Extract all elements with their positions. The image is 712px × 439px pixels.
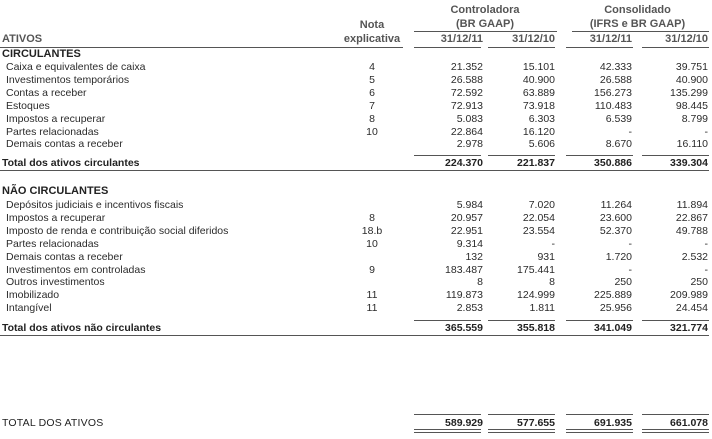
grand-total-rule-top [488,414,555,415]
total-value: 365.559 [445,322,483,334]
date-header-c2: 31/12/10 [512,33,555,45]
subtotal-rule [414,320,481,321]
row-value: 72.592 [450,86,483,99]
grand-total-rule-bottom-2 [642,432,709,433]
total-label: Total dos ativos não circulantes [2,322,162,334]
total-value: 355.818 [517,322,555,334]
total-value: 339.304 [670,157,708,169]
row-value: 20.957 [450,211,483,224]
header-underline-c1 [414,47,481,48]
nota-header-line2: explicativa [343,33,401,45]
row-value: 183.487 [445,263,483,276]
row-value: 11.264 [600,199,632,211]
row-value: - [551,237,555,250]
row-value: 40.900 [675,73,708,86]
row-value: 24.454 [675,302,708,315]
row-label: Intangível [6,302,52,315]
row-label: Estoques [6,99,50,112]
row-value: 22.054 [522,211,555,224]
row-note: 4 [369,61,375,73]
row-value: 8 [549,276,555,289]
total-underline [0,170,709,171]
controladora-header: Controladora [450,4,520,16]
row-note: 8 [369,112,375,125]
consolidado-subheader: (IFRS e BR GAAP) [589,18,686,30]
total-value: 224.370 [445,157,483,169]
total-label: Total dos ativos circulantes [2,157,140,169]
row-value: - [704,263,708,276]
row-note: 6 [369,86,375,99]
date-header-c3: 31/12/11 [589,33,632,45]
total-value: 321.774 [670,322,708,334]
row-value: 25.956 [599,302,632,315]
row-value: 40.900 [522,73,555,86]
row-note: 8 [369,211,375,224]
controladora-subheader: (BR GAAP) [455,18,515,30]
row-value: 250 [690,276,708,289]
row-value: 124.999 [517,289,555,302]
row-value: 209.989 [670,289,708,302]
row-note: 5 [369,73,375,86]
header-underline-c2 [488,47,555,48]
row-value: 16.120 [522,125,555,138]
grand-total-rule-top [566,414,633,415]
row-value: 8.799 [681,112,708,125]
row-value: 23.600 [599,211,632,224]
grand-total-rule-bottom-1 [414,429,481,430]
date-header-c4: 31/12/10 [665,33,708,45]
total-value: 350.886 [594,157,632,169]
grand-total-rule-bottom-1 [642,429,709,430]
ativos-header: ATIVOS [2,33,43,45]
row-label: Caixa e equivalentes de caixa [6,61,146,73]
subtotal-rule [414,155,481,156]
grand-total-rule-top [642,414,709,415]
row-note: 9 [369,263,375,276]
row-label: Outros investimentos [6,276,105,289]
section-title-nao-circulantes: NÃO CIRCULANTES [2,185,109,197]
grand-total-label: TOTAL DOS ATIVOS [2,417,104,429]
row-value: 22.951 [450,224,483,237]
row-value: 135.299 [670,86,708,99]
row-note: 7 [369,99,375,112]
row-value: 11.894 [676,199,708,211]
row-label: Impostos a recuperar [6,112,106,125]
subtotal-rule [566,155,633,156]
row-value: 6.539 [605,112,632,125]
grand-total-rule-bottom-2 [488,432,555,433]
row-label: Investimentos em controladas [6,263,146,276]
row-value: 23.554 [522,224,555,237]
row-note: 11 [366,289,378,302]
row-value: 225.889 [594,289,632,302]
row-note: 11 [366,302,378,315]
grand-total-value: 577.655 [517,417,555,429]
consolidado-underline [572,31,709,32]
row-value: 22.864 [450,125,483,138]
row-label: Demais contas a receber [6,138,123,151]
row-value: 15.101 [522,61,555,73]
row-label: Partes relacionadas [6,237,99,250]
subtotal-rule [642,320,709,321]
grand-total-value: 691.935 [594,417,632,429]
grand-total-value: 589.929 [445,417,483,429]
row-note: 10 [366,125,378,138]
row-value: 52.370 [599,224,632,237]
row-value: 72.913 [450,99,483,112]
row-label: Imposto de renda e contribuição social diferidos [6,224,229,237]
row-value: 49.788 [675,224,708,237]
grand-total-rule-bottom-2 [414,432,481,433]
row-value: 132 [465,250,483,263]
row-value: 26.588 [450,73,483,86]
date-header-c1: 31/12/11 [440,33,483,45]
row-value: 21.352 [450,61,483,73]
row-label: Impostos a recuperar [6,211,106,224]
row-value: 6.303 [528,112,555,125]
row-value: 22.867 [675,211,708,224]
row-value: 39.751 [675,61,708,73]
total-value: 221.837 [517,157,555,169]
grand-total-value: 661.078 [670,417,708,429]
header-underline-c4 [642,47,709,48]
row-value: 26.588 [599,73,632,86]
grand-total-rule-top [414,414,481,415]
row-note: 18.b [361,224,383,237]
grand-total-rule-bottom-1 [566,429,633,430]
row-value: 2.532 [681,250,708,263]
row-value: 98.445 [675,99,708,112]
row-value: 250 [614,276,632,289]
row-value: 63.889 [522,86,555,99]
row-value: 42.333 [599,61,632,73]
row-label: Demais contas a receber [6,250,123,263]
total-underline [0,335,709,336]
total-value: 341.049 [594,322,632,334]
header-underline-c3 [566,47,633,48]
subtotal-rule [488,320,555,321]
row-value: 110.483 [594,99,632,112]
controladora-underline [414,31,557,32]
row-value: 1.720 [605,250,632,263]
subtotal-rule [566,320,633,321]
row-value: 9.314 [456,237,483,250]
row-value: 73.918 [522,99,555,112]
section-title-circulantes: CIRCULANTES [2,48,81,60]
consolidado-header: Consolidado [604,4,671,16]
row-label: Partes relacionadas [6,125,99,138]
row-value: 119.873 [445,289,483,302]
row-value: 5.083 [456,112,483,125]
row-value: 7.020 [528,199,555,211]
row-value: 8.670 [605,138,632,151]
row-value: 1.811 [529,302,555,315]
row-value: - [628,263,632,276]
row-label: Imobilizado [6,289,60,302]
row-value: 8 [477,276,483,289]
row-note: 10 [366,237,378,250]
row-value: 156.273 [594,86,632,99]
row-value: 5.606 [528,138,555,151]
subtotal-rule [642,155,709,156]
row-value: 2.978 [456,138,483,151]
row-label: Investimentos temporários [6,73,130,86]
grand-total-rule-bottom-1 [488,429,555,430]
row-value: - [704,125,708,138]
row-label: Depósitos judiciais e incentivos fiscais [6,199,184,211]
row-value: - [704,237,708,250]
row-value: 175.441 [517,263,555,276]
row-label: Contas a receber [6,86,87,99]
row-value: 16.110 [676,138,708,151]
nota-header-line1: Nota [359,19,385,31]
grand-total-rule-bottom-2 [566,432,633,433]
row-value: - [628,237,632,250]
row-value: - [628,125,632,138]
subtotal-rule [488,155,555,156]
row-value: 5.984 [456,199,483,211]
row-value: 2.853 [456,302,483,315]
row-value: 931 [537,250,555,263]
